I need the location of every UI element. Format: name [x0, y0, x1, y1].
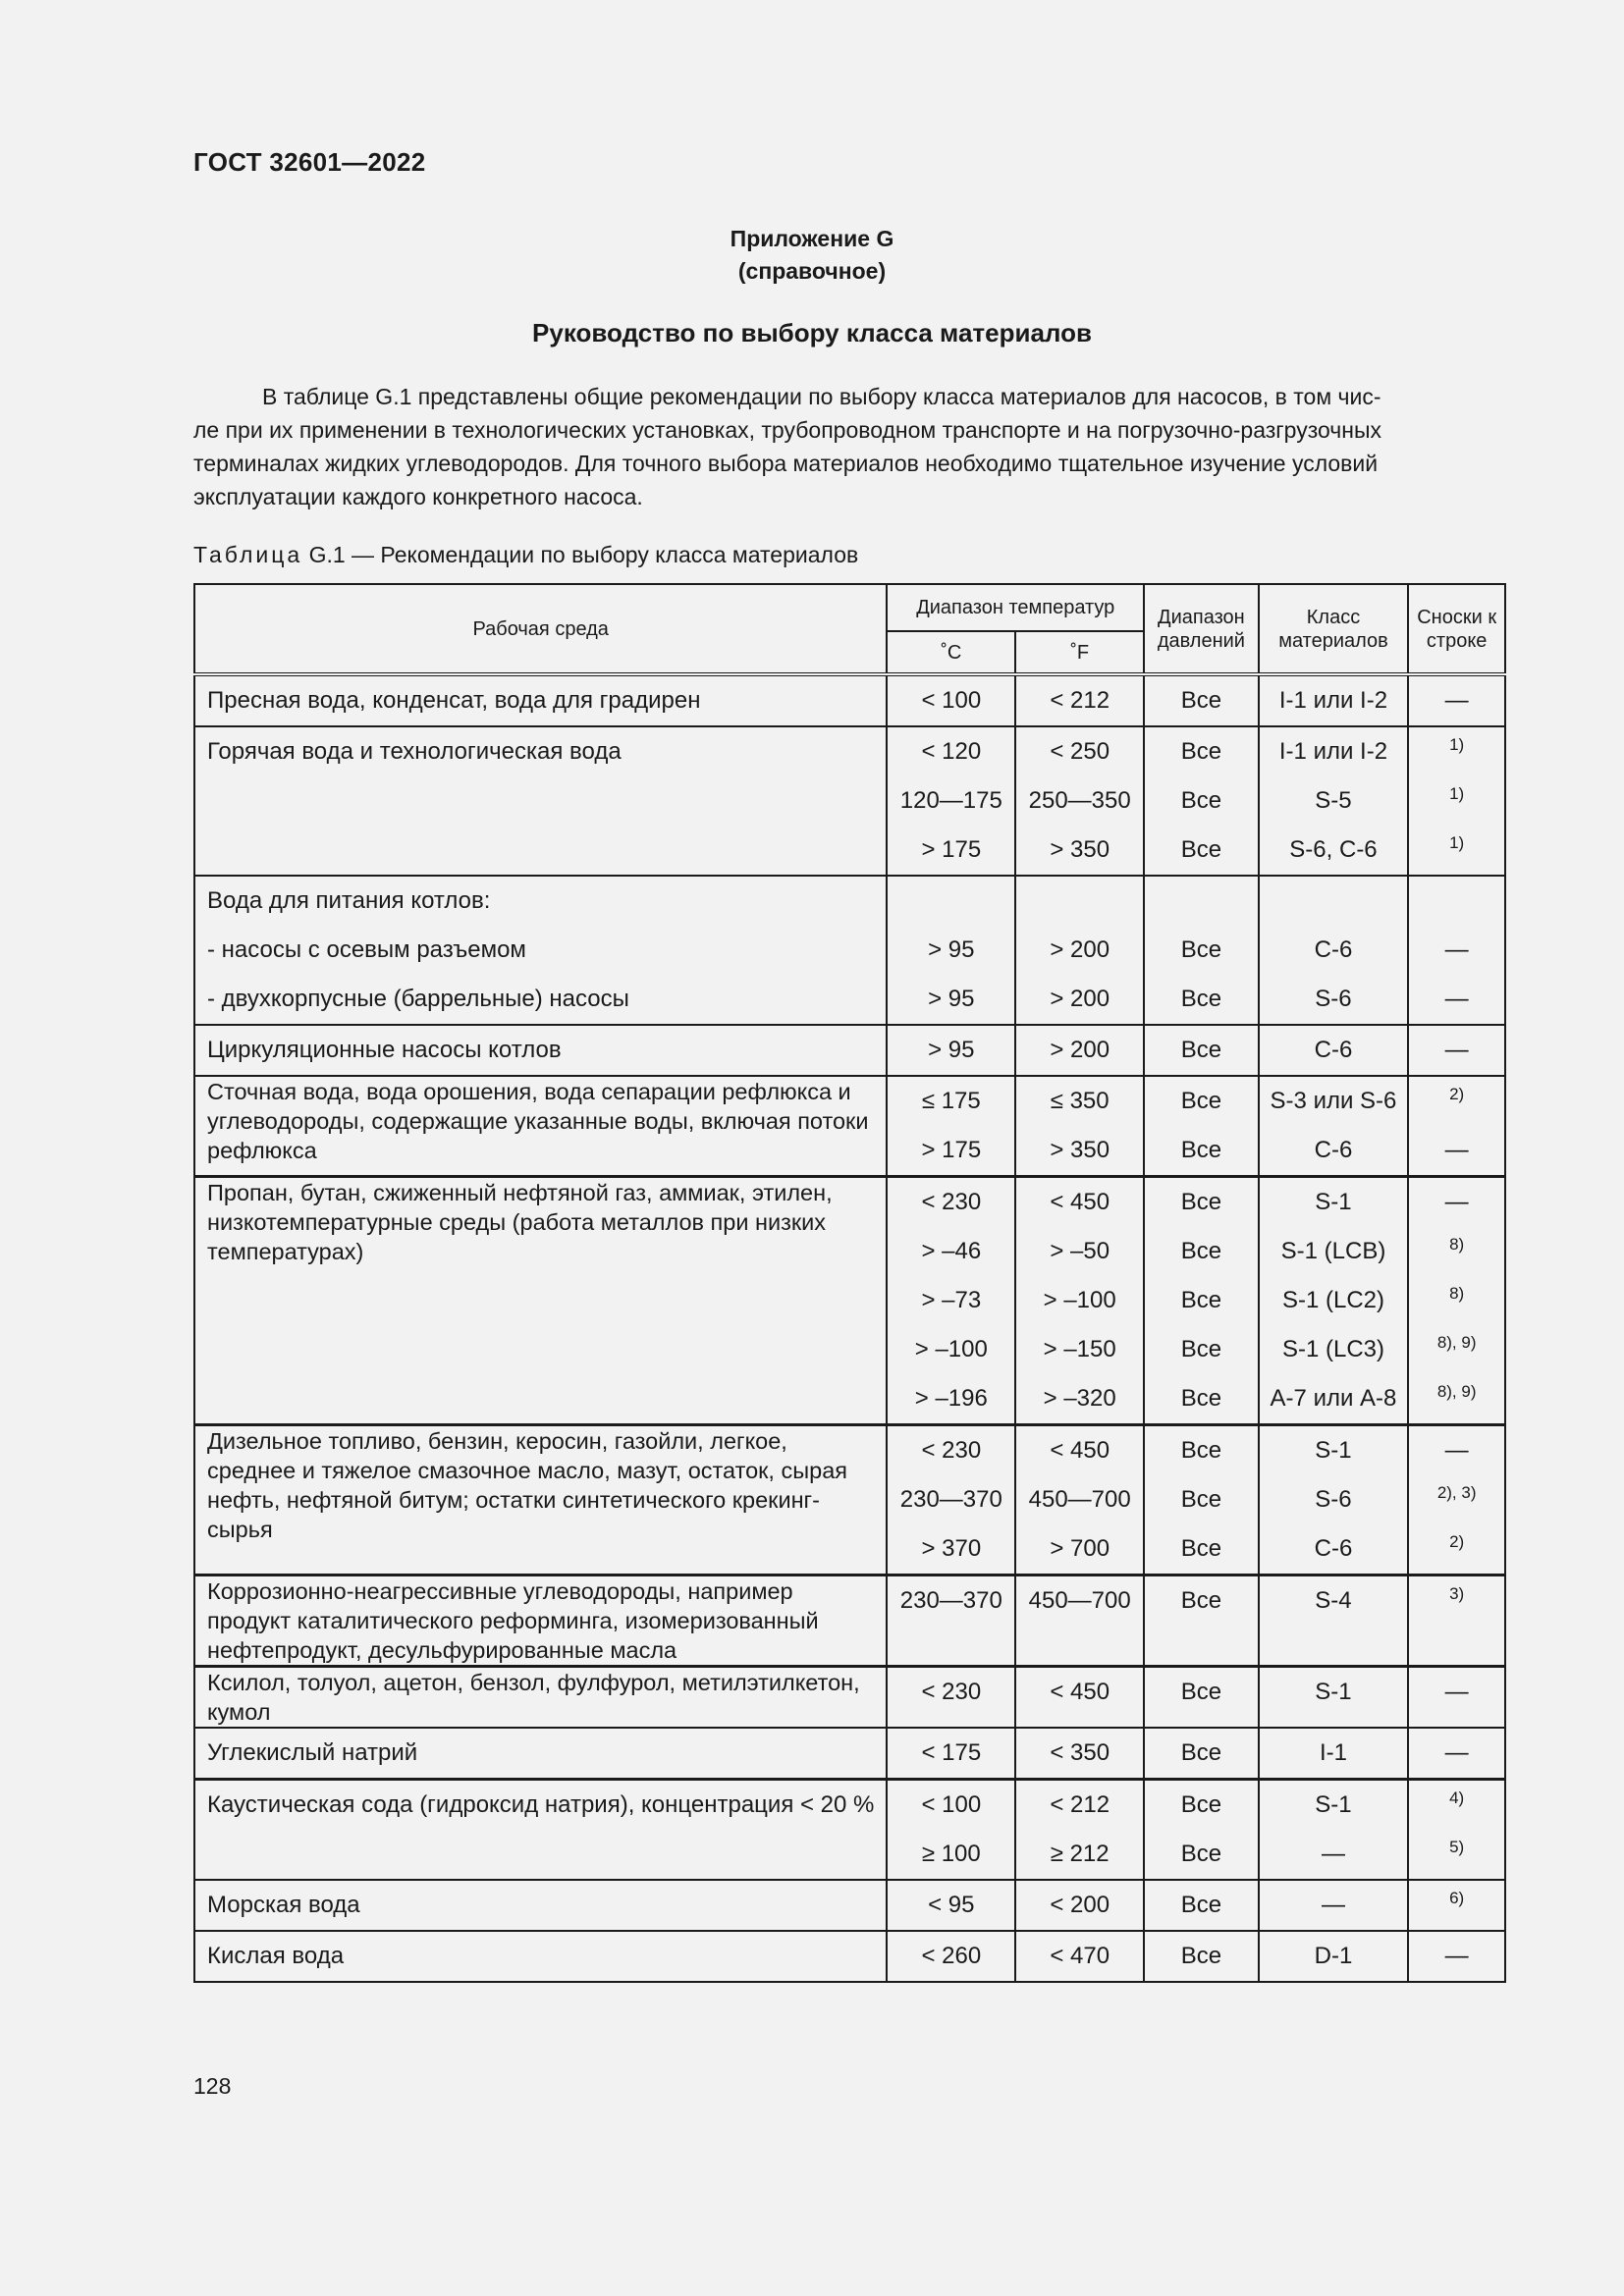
table-caption-prefix: Таблица [193, 542, 303, 567]
cell-pressure [1144, 1575, 1259, 1667]
cell-value: > 370 [921, 1535, 982, 1562]
section-title: Руководство по выбору класса материалов [532, 318, 1092, 347]
cell-value: > –100 [914, 1336, 988, 1362]
cell-class [1259, 1880, 1409, 1931]
cell-fahrenheit [1015, 1177, 1144, 1425]
cell-value: S-6 [1315, 1486, 1352, 1513]
cell-medium: Сточная вода, вода орошения, вода сепарации рефлюкса и углеводороды, содержащие указанные воды, включая потоки рефлюкса [194, 1076, 887, 1177]
cell-pressure [1144, 1880, 1259, 1931]
cell-pressure [1144, 1025, 1259, 1076]
cell-footnote [1408, 1076, 1505, 1177]
cell-value: > 200 [1050, 986, 1110, 1012]
cell-celsius [887, 1076, 1015, 1177]
footnote-ref: 8), 9) [1436, 1382, 1477, 1401]
cell-value: — [1444, 687, 1469, 714]
medium-subitem: - насосы с осевым разъемом [207, 936, 526, 963]
cell-class [1259, 1076, 1409, 1177]
cell-value: < 450 [1050, 1679, 1110, 1705]
cell-value: 230—370 [899, 1587, 1002, 1614]
table-row [194, 1728, 1505, 1780]
cell-value: < 450 [1050, 1189, 1110, 1215]
cell-value: Все [1180, 1791, 1222, 1818]
cell-celsius [887, 1931, 1015, 1982]
cell-celsius [887, 1425, 1015, 1575]
cell-value: < 212 [1050, 1791, 1110, 1818]
cell-medium [194, 1025, 887, 1076]
cell-value: 230—370 [899, 1486, 1002, 1513]
cell-fahrenheit [1015, 1728, 1144, 1780]
cell-value: Все [1180, 986, 1222, 1012]
cell-value: D-1 [1314, 1943, 1353, 1969]
cell-value: Все [1180, 1287, 1222, 1313]
intro-line: ле при их применении в технологических установках, трубопроводном транспорте и на погрузочно-разгрузочных [193, 417, 1381, 443]
cell-value: < 212 [1050, 687, 1110, 714]
cell-value: C-6 [1314, 1137, 1353, 1163]
cell-value: Все [1180, 687, 1222, 714]
cell-value: > –150 [1043, 1336, 1116, 1362]
table-row [194, 1780, 1505, 1881]
table-caption-text: G.1 — Рекомендации по выбору класса материалов [308, 542, 859, 567]
cell-value: < 230 [921, 1189, 982, 1215]
cell-footnote [1408, 1728, 1505, 1780]
intro-line: В таблице G.1 представлены общие рекомендации по выбору класса материалов для насосов, в том чис- [262, 384, 1381, 409]
cell-value: Все [1180, 1385, 1222, 1412]
cell-value: < 120 [921, 738, 982, 765]
cell-value: S-1 (LCB) [1280, 1238, 1386, 1264]
cell-value: > 350 [1050, 836, 1110, 863]
cell-value: < 260 [921, 1943, 982, 1969]
cell-pressure [1144, 1076, 1259, 1177]
cell-footnote [1408, 1025, 1505, 1076]
standard-designation: ГОСТ 32601—2022 [193, 147, 426, 177]
cell-value: Все [1180, 1238, 1222, 1264]
cell-value: < 200 [1050, 1892, 1110, 1918]
medium-text: Пресная вода, конденсат, вода для градирен [207, 687, 701, 714]
cell-value: S-5 [1315, 787, 1352, 814]
cell-value: 450—700 [1028, 1587, 1131, 1614]
cell-medium [194, 674, 887, 726]
cell-class [1259, 1667, 1409, 1729]
cell-value: < 95 [928, 1892, 975, 1918]
cell-medium [194, 1728, 887, 1780]
cell-value: > 175 [921, 836, 982, 863]
medium-text: Каустическая сода (гидроксид натрия), концентрация < 20 % [207, 1791, 875, 1818]
cell-value: Все [1180, 787, 1222, 814]
footnote-ref: 5) [1449, 1838, 1465, 1856]
header-class: Класс материалов [1259, 584, 1409, 674]
cell-footnote [1408, 1931, 1505, 1982]
cell-value: — [1444, 1739, 1469, 1766]
cell-value: > –73 [921, 1287, 982, 1313]
cell-value: — [1444, 1037, 1469, 1063]
cell-value: C-6 [1314, 936, 1353, 963]
cell-celsius [887, 876, 1015, 1025]
cell-value: Все [1180, 1037, 1222, 1063]
medium-text: Вода для питания котлов: [207, 887, 491, 914]
cell-value: Все [1180, 1437, 1222, 1464]
cell-medium [194, 726, 887, 876]
cell-value: ≤ 350 [1050, 1088, 1110, 1114]
intro-line: эксплуатации каждого конкретного насоса. [193, 484, 643, 509]
cell-value: < 450 [1050, 1437, 1110, 1464]
table-row [194, 1931, 1505, 1982]
cell-value: — [1444, 1137, 1469, 1163]
cell-footnote [1408, 726, 1505, 876]
cell-value: > 175 [921, 1137, 982, 1163]
table-row [194, 1177, 1505, 1425]
cell-value: ≤ 175 [921, 1088, 981, 1114]
cell-value: S-1 (LC2) [1281, 1287, 1384, 1313]
cell-value: I-1 или I-2 [1278, 738, 1388, 765]
annex-kind: (справочное) [737, 258, 887, 284]
cell-value: S-3 или S-6 [1270, 1088, 1397, 1114]
cell-footnote [1408, 1780, 1505, 1881]
cell-fahrenheit [1015, 1780, 1144, 1881]
table-row [194, 726, 1505, 876]
cell-value: S-1 [1315, 1437, 1352, 1464]
footnote-ref: 8) [1449, 1235, 1465, 1254]
medium-text: Циркуляционные насосы котлов [207, 1037, 562, 1063]
cell-value: > –100 [1043, 1287, 1116, 1313]
footnote-ref: 4) [1449, 1789, 1465, 1807]
intro-paragraph [193, 380, 1506, 513]
cell-value: Все [1180, 936, 1222, 963]
table-body [194, 674, 1505, 1982]
medium-subitem: - двухкорпусные (баррельные) насосы [207, 986, 629, 1012]
cell-fahrenheit [1015, 876, 1144, 1025]
cell-fahrenheit [1015, 1880, 1144, 1931]
cell-class [1259, 1931, 1409, 1982]
cell-celsius [887, 1177, 1015, 1425]
cell-pressure [1144, 1425, 1259, 1575]
cell-celsius [887, 1667, 1015, 1729]
cell-value: < 100 [921, 687, 982, 714]
cell-pressure [1144, 1177, 1259, 1425]
cell-value: C-6 [1314, 1535, 1353, 1562]
footnote-ref: 2) [1449, 1085, 1465, 1103]
cell-celsius [887, 1025, 1015, 1076]
cell-class [1259, 1425, 1409, 1575]
cell-value: 450—700 [1028, 1486, 1131, 1513]
cell-value: 120—175 [899, 787, 1002, 814]
cell-pressure [1144, 1667, 1259, 1729]
cell-value: > –320 [1043, 1385, 1116, 1412]
cell-fahrenheit [1015, 726, 1144, 876]
footnote-ref: 6) [1449, 1889, 1465, 1907]
medium-text: Углекислый натрий [207, 1739, 418, 1766]
header-temp-range: Диапазон температур [887, 584, 1144, 631]
cell-value: Все [1180, 1137, 1222, 1163]
cell-class [1259, 1728, 1409, 1780]
cell-value: > 95 [928, 1037, 975, 1063]
cell-value: < 250 [1050, 738, 1110, 765]
page-number: 128 [193, 2073, 232, 2099]
cell-celsius [887, 1780, 1015, 1881]
cell-value: < 350 [1050, 1739, 1110, 1766]
cell-value: S-6 [1315, 986, 1352, 1012]
cell-value: > 95 [928, 986, 975, 1012]
cell-value: Все [1180, 1336, 1222, 1362]
header-pressure: Диапазон давлений [1144, 584, 1259, 674]
cell-value: S-6, C-6 [1289, 836, 1378, 863]
cell-value: — [1444, 936, 1469, 963]
cell-value: > 200 [1050, 1037, 1110, 1063]
cell-value: I-1 [1319, 1739, 1347, 1766]
cell-fahrenheit [1015, 674, 1144, 726]
intro-line: терминалах жидких углеводородов. Для точного выбора материалов необходимо тщательное изучение условий [193, 451, 1379, 476]
cell-medium [194, 1780, 887, 1881]
cell-value: < 470 [1050, 1943, 1110, 1969]
cell-value: < 100 [921, 1791, 982, 1818]
cell-celsius [887, 1575, 1015, 1667]
cell-value: > 200 [1050, 936, 1110, 963]
cell-value: Все [1180, 1486, 1222, 1513]
footnote-ref: 1) [1449, 784, 1465, 803]
cell-footnote [1408, 1575, 1505, 1667]
footnote-ref: 8), 9) [1436, 1333, 1477, 1352]
cell-value: 250—350 [1028, 787, 1131, 814]
cell-value: > –196 [914, 1385, 988, 1412]
table-row [194, 1076, 1505, 1177]
cell-medium [194, 1931, 887, 1982]
table-row [194, 1025, 1505, 1076]
cell-medium: Пропан, бутан, сжиженный нефтяной газ, аммиак, этилен, низкотемпературные среды (работа металлов при низких температурах) [194, 1177, 887, 1425]
footnote-ref: 1) [1449, 833, 1465, 852]
cell-value: Все [1180, 1088, 1222, 1114]
medium-text: Кислая вода [207, 1943, 345, 1969]
header-footnotes: Сноски к строке [1408, 584, 1505, 674]
cell-value: I-1 или I-2 [1278, 687, 1388, 714]
cell-value: Все [1180, 1943, 1222, 1969]
cell-value: S-4 [1315, 1587, 1352, 1614]
medium-text: Морская вода [207, 1892, 360, 1918]
footnote-ref: 3) [1449, 1584, 1465, 1603]
header-fahrenheit: ˚F [1015, 631, 1144, 674]
cell-fahrenheit [1015, 1425, 1144, 1575]
cell-value: Все [1180, 1189, 1222, 1215]
table-caption [193, 542, 858, 568]
cell-value: C-6 [1314, 1037, 1353, 1063]
cell-value: Все [1180, 1679, 1222, 1705]
cell-class [1259, 726, 1409, 876]
cell-footnote [1408, 876, 1505, 1025]
cell-value: > 95 [928, 936, 975, 963]
cell-medium: Ксилол, толуол, ацетон, бензол, фулфурол, метилэтилкетон, кумол [194, 1667, 887, 1729]
cell-value: > –46 [921, 1238, 982, 1264]
medium-text: Горячая вода и технологическая вода [207, 738, 622, 765]
cell-celsius [887, 674, 1015, 726]
cell-value: A-7 или A-8 [1270, 1385, 1397, 1412]
cell-footnote [1408, 1667, 1505, 1729]
cell-value: — [1444, 1437, 1469, 1464]
cell-value: < 230 [921, 1437, 982, 1464]
cell-pressure [1144, 674, 1259, 726]
cell-fahrenheit [1015, 1575, 1144, 1667]
cell-fahrenheit [1015, 1931, 1144, 1982]
cell-class [1259, 1780, 1409, 1881]
cell-pressure [1144, 1728, 1259, 1780]
cell-pressure [1144, 1931, 1259, 1982]
materials-table [193, 583, 1506, 1983]
table-row [194, 1667, 1505, 1729]
cell-pressure [1144, 726, 1259, 876]
cell-value: Все [1180, 1587, 1222, 1614]
cell-footnote [1408, 1177, 1505, 1425]
cell-value: ≥ 212 [1050, 1841, 1110, 1867]
footnote-ref: 1) [1449, 735, 1465, 754]
cell-pressure [1144, 876, 1259, 1025]
cell-value: Все [1180, 1841, 1222, 1867]
cell-value: — [1321, 1892, 1345, 1918]
cell-footnote [1408, 1880, 1505, 1931]
cell-value: Все [1180, 738, 1222, 765]
table-row [194, 1425, 1505, 1575]
cell-value: < 230 [921, 1679, 982, 1705]
cell-value: S-1 [1315, 1791, 1352, 1818]
cell-class [1259, 1177, 1409, 1425]
cell-value: Все [1180, 1739, 1222, 1766]
cell-class [1259, 1025, 1409, 1076]
annex-title: Приложение G [730, 226, 894, 251]
cell-medium: Коррозионно-неагрессивные углеводороды, например продукт каталитического реформинга, изомеризованный нефтепродукт, десульфурированные масла [194, 1575, 887, 1667]
cell-value: Все [1180, 1535, 1222, 1562]
cell-footnote [1408, 1425, 1505, 1575]
cell-value: S-1 [1315, 1189, 1352, 1215]
cell-celsius [887, 1728, 1015, 1780]
cell-value: > 700 [1050, 1535, 1110, 1562]
table-row [194, 876, 1505, 1025]
cell-celsius [887, 726, 1015, 876]
cell-value: — [1444, 1189, 1469, 1215]
cell-celsius [887, 1880, 1015, 1931]
table-row [194, 674, 1505, 726]
footnote-ref: 8) [1449, 1284, 1465, 1303]
cell-fahrenheit [1015, 1667, 1144, 1729]
cell-value: S-1 [1315, 1679, 1352, 1705]
cell-class [1259, 1575, 1409, 1667]
cell-value: ≥ 100 [921, 1841, 981, 1867]
table-row [194, 1880, 1505, 1931]
cell-class [1259, 876, 1409, 1025]
footnote-ref: 2), 3) [1436, 1483, 1477, 1502]
cell-value: S-1 (LC3) [1281, 1336, 1384, 1362]
cell-pressure [1144, 1780, 1259, 1881]
cell-value: Все [1180, 1892, 1222, 1918]
table-row [194, 1575, 1505, 1667]
cell-footnote [1408, 674, 1505, 726]
cell-medium: Дизельное топливо, бензин, керосин, газойли, легкое, среднее и тяжелое смазочное масло, мазут, остаток, сырая нефть, нефтяной битум; остатки синтетического крекинг-сырья [194, 1425, 887, 1575]
cell-class [1259, 674, 1409, 726]
cell-value: — [1444, 1943, 1469, 1969]
footnote-ref: 2) [1449, 1532, 1465, 1551]
cell-value: > –50 [1050, 1238, 1110, 1264]
cell-fahrenheit [1015, 1025, 1144, 1076]
cell-medium [194, 1880, 887, 1931]
cell-value: < 175 [921, 1739, 982, 1766]
cell-value: > 350 [1050, 1137, 1110, 1163]
header-medium: Рабочая среда [194, 584, 887, 674]
cell-value: — [1444, 1679, 1469, 1705]
cell-fahrenheit [1015, 1076, 1144, 1177]
cell-value: — [1444, 986, 1469, 1012]
header-celsius: ˚C [887, 631, 1015, 674]
cell-medium [194, 876, 887, 1025]
cell-value: Все [1180, 836, 1222, 863]
cell-value: — [1321, 1841, 1345, 1867]
